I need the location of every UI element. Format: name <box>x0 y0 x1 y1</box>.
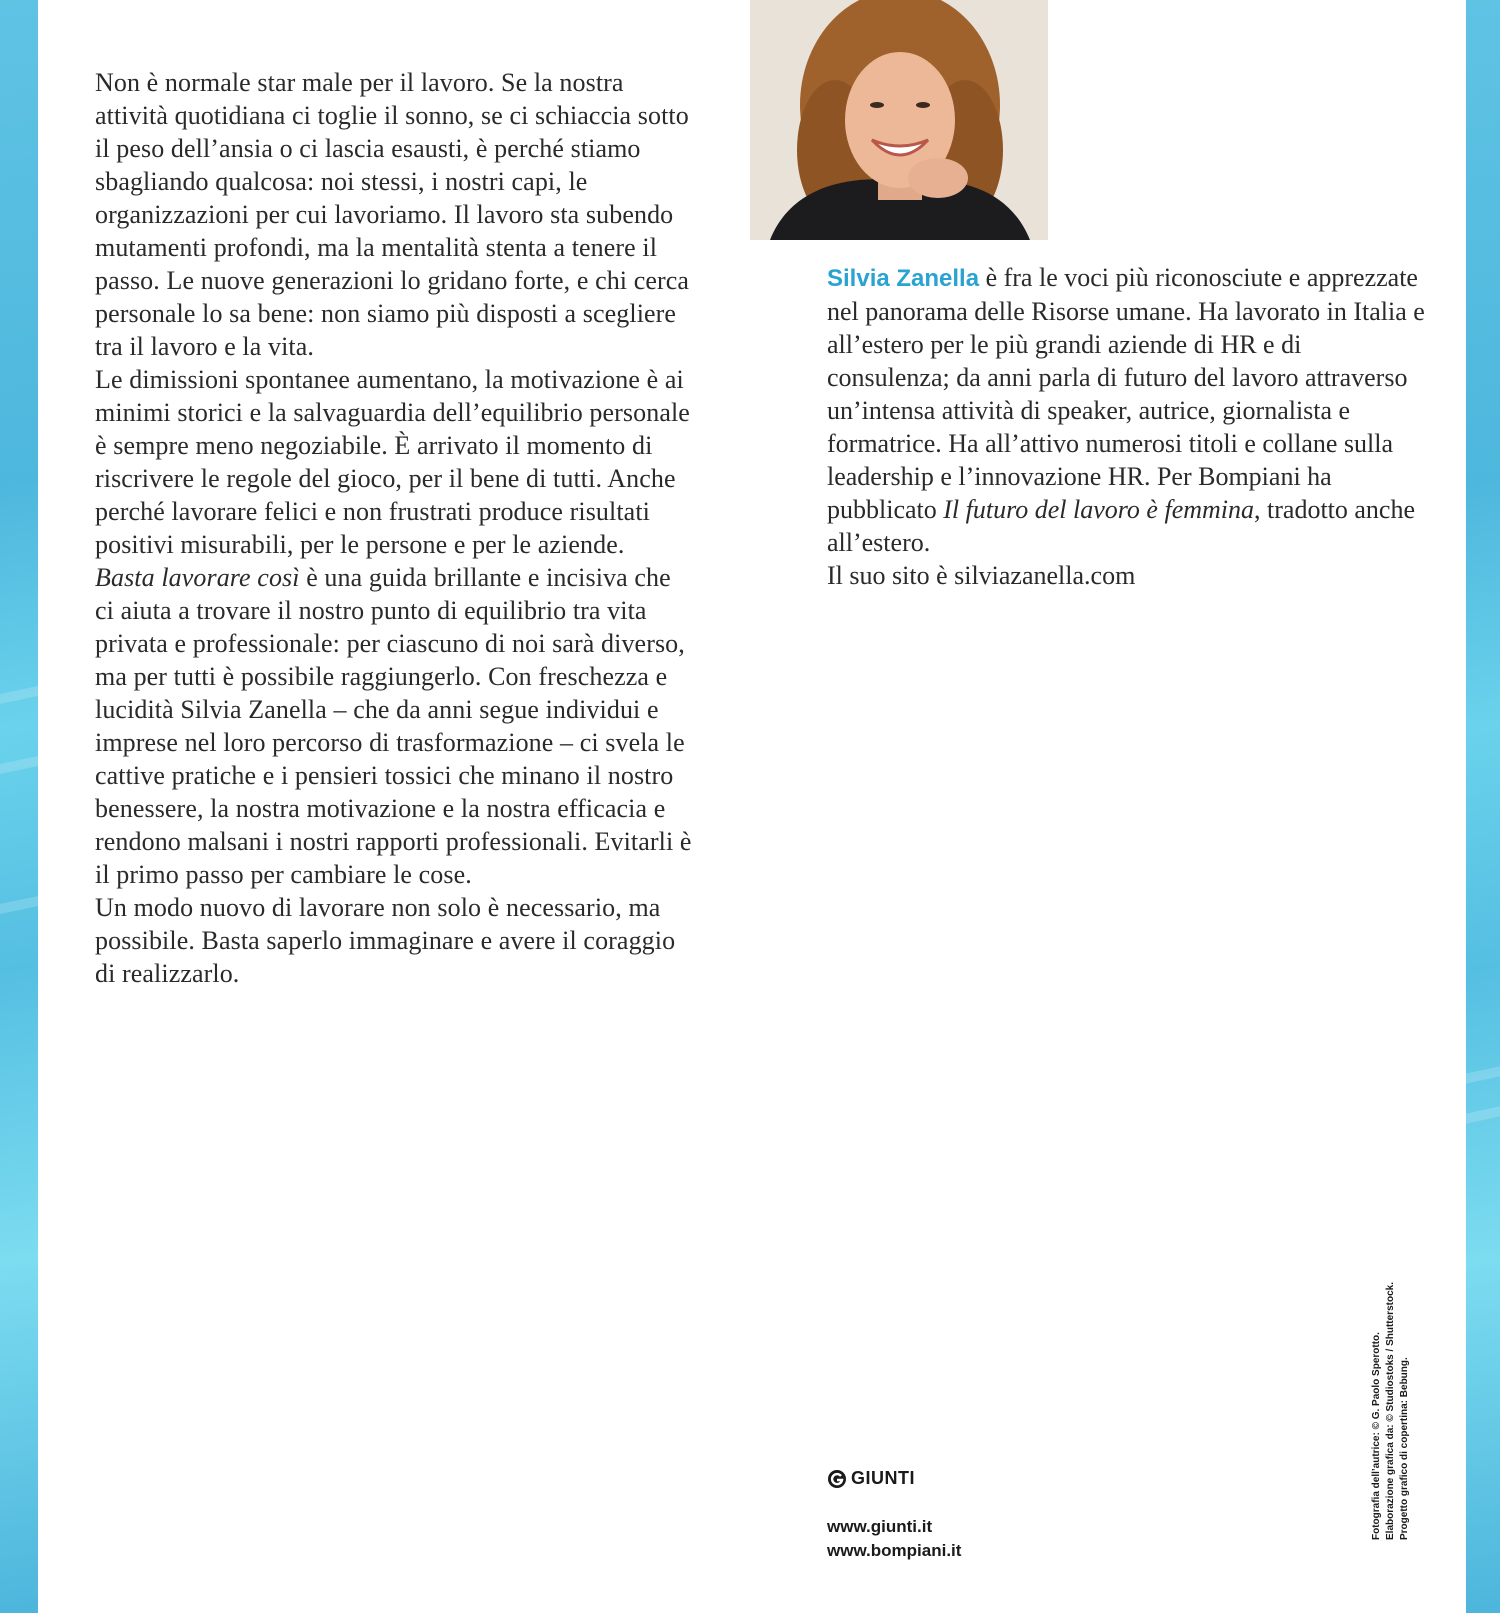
blurb-paragraph-1: Non è normale star male per il lavoro. Se la nostra attività quotidiana ci toglie il sonno, se ci schiaccia sotto il peso dell’ansia o ci lascia esausti, è perché stiamo sbagliando qualcosa: noi stessi, i nostri capi, le organizzazioni per cui lavoriamo. Il lavoro sta subendo mutamenti profondi, ma la mentalità stenta a tenere il passo. Le nuove generazioni lo gridano forte, e chi cerca personale lo sa bene: non siamo più disposti a scegliere tra il lavoro e la vita. <box>95 68 690 361</box>
publisher-block <box>827 1468 961 1563</box>
blurb-paragraph-4: Un modo nuovo di lavorare non solo è necessario, ma possibile. Basta saperlo immaginare e avere il coraggio di realizzarlo. <box>95 893 676 988</box>
giunti-logo-icon <box>827 1469 847 1489</box>
back-cover-blurb <box>95 66 695 990</box>
publisher-url-bompiani[interactable]: www.bompiani.it <box>827 1541 962 1560</box>
author-name: Silvia Zanella <box>827 265 980 292</box>
publisher-logo <box>827 1468 961 1489</box>
author-bio <box>827 261 1427 592</box>
bio-paragraph: Silvia Zanella è fra le voci più riconosciute e apprezzate nel panorama delle Risorse umane. Ha lavorato in Italia e all’estero per le più grandi aziende di HR e di consulenza; da anni parla di futuro del lavoro attraverso un’intensa attività di speaker, autrice, giornalista e formatrice. Ha all’attivo numerosi titoli e collane sulla leadership e l’innovazione HR. Per Bompiani ha pubblicato Il futuro del lavoro è femmina, tradotto anche all’estero. <box>827 263 1425 557</box>
left-border-decoration <box>0 0 38 1613</box>
right-border-decoration <box>1466 0 1500 1613</box>
author-website: Il suo sito è silviazanella.com <box>827 561 1136 590</box>
book-title: Basta lavorare così <box>95 563 300 592</box>
credit-line-photo: Fotografia dell’autrice: © G. Paolo Sperotto. <box>1371 1332 1382 1540</box>
credit-line-graphics: Elaborazione grafica da: © Studiostoks / Shutterstock. <box>1385 1282 1396 1540</box>
publisher-url-giunti[interactable]: www.giunti.it <box>827 1517 933 1536</box>
credit-line-cover: Progetto grafico di copertina: Bebung. <box>1399 1357 1410 1540</box>
author-photo <box>750 0 1048 240</box>
previous-book-title: Il futuro del lavoro è femmina <box>943 495 1255 524</box>
blurb-paragraph-2: Le dimissioni spontanee aumentano, la motivazione è ai minimi storici e la salvaguardia dell’equilibrio personale è sempre meno negoziabile. È arrivato il momento di riscrivere le regole del gioco, per il bene di tutti. Anche perché lavorare felici e non frustrati produce risultati positivi misurabili, per le persone e per le aziende. <box>95 365 690 559</box>
image-credits <box>1370 1260 1412 1540</box>
blurb-paragraph-3: Basta lavorare così è una guida brillante e incisiva che ci aiuta a trovare il nostro punto di equilibrio tra vita privata e professionale: per ciascuno di noi sarà diverso, ma per tutti è possibile raggiungerlo. Con freschezza e lucidità Silvia Zanella – che da anni segue individui e imprese nel loro percorso di trasformazione – ci svela le cattive pratiche e i pensieri tossici che minano il nostro benessere, la nostra motivazione e la nostra efficacia e rendono malsani i nostri rapporti professionali. Evitarli è il primo passo per cambiare le cose. <box>95 563 692 889</box>
publisher-name: GIUNTI <box>851 1468 915 1488</box>
